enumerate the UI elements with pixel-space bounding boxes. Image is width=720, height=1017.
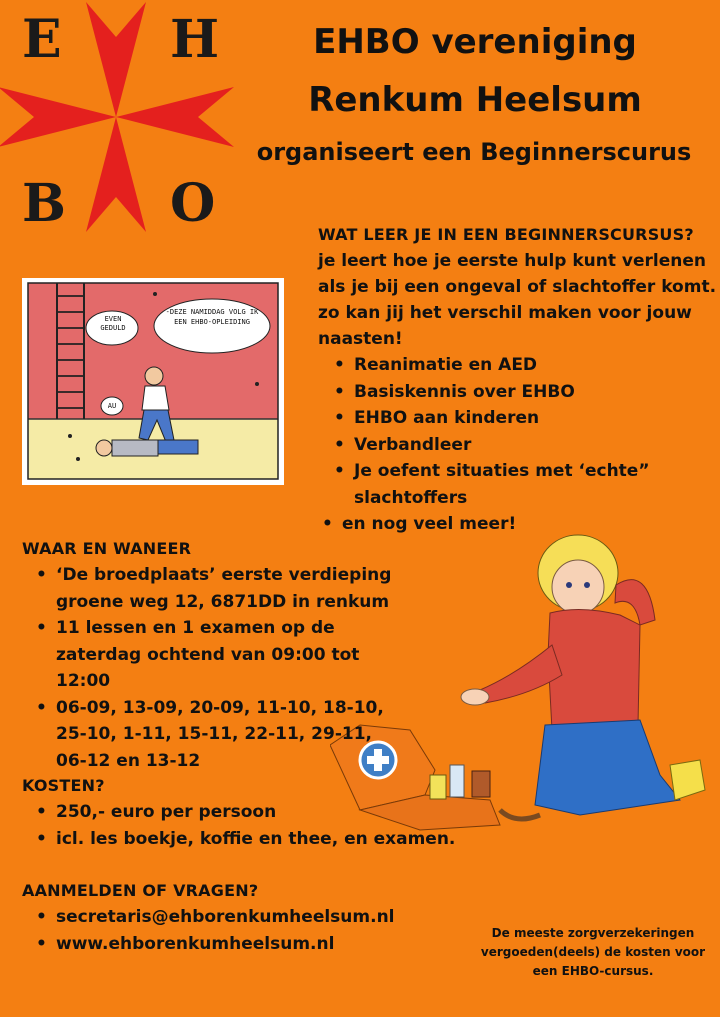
contact-list [34,904,462,957]
list-item: • en nog veel meer! [320,511,650,538]
learn-intro-1: je leert hoe je eerste hulp kunt verlenen [318,251,706,271]
list-item: • Je oefent situaties met ‘echte” slachtoffers [332,458,650,511]
title-line-3: organiseert een Beginnerscurus [256,138,692,166]
learn-intro-2: als je bij een ongeval of slachtoffer komt. [318,277,717,297]
where-section [22,536,442,774]
contact-heading: AANMELDEN OF VRAGEN? [22,881,259,900]
insurance-note: De meeste zorgverzekeringen vergoeden(deels) de kosten voor een EHBO-cursus. [480,926,706,978]
comic-bubble-small: AU [107,402,117,410]
title-line-2: Renkum Heelsum [308,80,642,120]
contact-section [22,878,462,957]
logo-letter-e: E [22,9,62,70]
comic-illustration [22,278,284,485]
list-item: • Reanimatie en AED [332,352,650,379]
where-list [34,562,429,774]
learn-intro-3: zo kan jij het verschil maken voor jouw [318,303,692,323]
where-heading: WAAR EN WANEER [22,539,192,558]
learn-list [332,352,650,538]
logo-letter-b: B [22,173,66,234]
contact-website-link[interactable]: • www.ehborenkumheelsum.nl [34,931,462,958]
learn-intro-4: naasten! [318,329,403,349]
learn-section [318,222,718,538]
title-line-1: EHBO vereniging [313,22,637,62]
learn-heading: WAT LEER JE IN EEN BEGINNERSCURSUS? [318,225,694,244]
list-item: • Basiskennis over EHBO [332,379,650,406]
list-item: • 11 lessen en 1 examen op de zaterdag ochtend van 09:00 tot 12:00 [34,615,401,695]
logo-letter-h: H [170,9,220,70]
costs-section [22,773,502,852]
comic-bubble-right: -DEZE NAMIDDAG VOLG IK EEN EHBO-OPLEIDING [165,308,259,326]
list-item: • 250,- euro per persoon [34,799,502,826]
list-item: • Verbandleer [332,432,650,459]
contact-email-link[interactable]: • secretaris@ehborenkumheelsum.nl [34,904,462,931]
costs-heading: KOSTEN? [22,776,105,795]
list-item: • 06-09, 13-09, 20-09, 11-10, 18-10, 25-10, 1-11, 15-11, 22-11, 29-11, 06-12 en 13-12 [34,695,396,775]
list-item: • icl. les boekje, koffie en thee, en examen. [34,826,502,853]
comic-bubble-left: EVEN GEDULD [100,315,126,332]
logo-letter-o: O [170,173,216,234]
costs-list [34,799,502,852]
list-item: • ‘De broedplaats’ eerste verdieping groene weg 12, 6871DD in renkum [34,562,401,615]
ehbo-logo [0,0,240,235]
list-item: • EHBO aan kinderen [332,405,650,432]
